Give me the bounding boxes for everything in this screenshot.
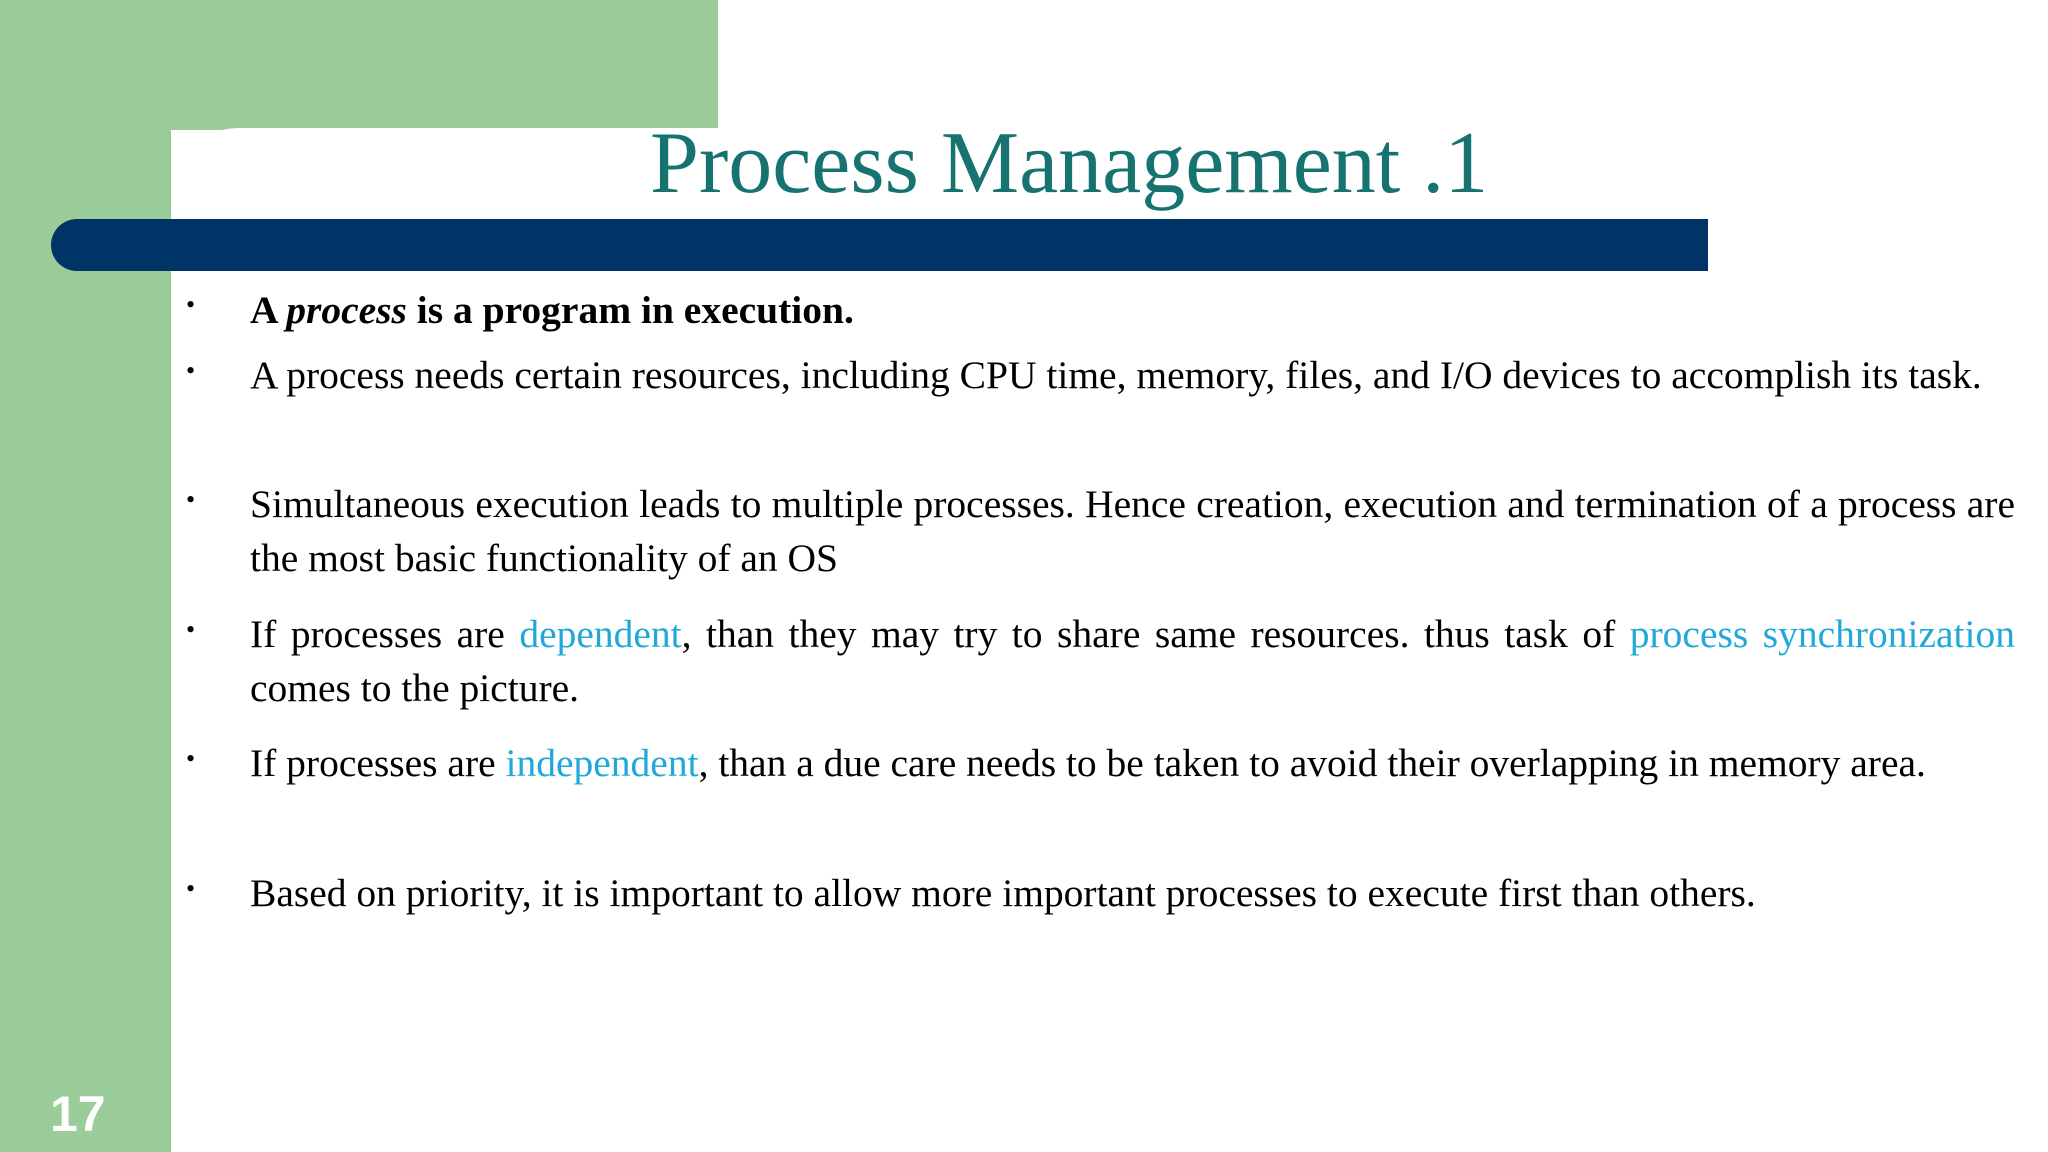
bullet-4-text-3: comes to the picture. bbox=[250, 666, 580, 710]
bullet-4-text-1: If processes are bbox=[250, 612, 520, 656]
bullet-item-5 bbox=[250, 736, 2015, 790]
slide-title: Process Management .1 bbox=[650, 115, 1489, 212]
bullet-dot: • bbox=[186, 356, 196, 385]
slide-number: 17 bbox=[50, 1086, 106, 1142]
bullet-dot: • bbox=[186, 874, 196, 903]
bullet-item-4 bbox=[250, 607, 2015, 715]
bullet-item-2: A process needs certain resources, including CPU time, memory, files, and I/O devices to accomplish its task. bbox=[250, 353, 1982, 397]
highlight-dependent: dependent bbox=[519, 612, 682, 656]
bullet-item-6: Based on priority, it is important to allow more important processes to execute first than others. bbox=[250, 871, 1756, 915]
bullet-dot: • bbox=[186, 485, 196, 514]
bullet-1-pre: A bbox=[250, 288, 287, 332]
bullet-1-post: is a program in execution. bbox=[406, 288, 854, 332]
bullet-5-text-2: , than a due care needs to be taken to avoid their overlapping in memory area. bbox=[698, 741, 1926, 785]
bullet-4-text-2: , than they may try to share same resources. thus task of bbox=[681, 612, 1630, 656]
bullet-item-3: Simultaneous execution leads to multiple processes. Hence creation, execution and termination of a process are the most basic functionality of an OS bbox=[250, 482, 2015, 580]
top-accent-band bbox=[0, 0, 718, 130]
bullet-dot: • bbox=[186, 290, 196, 319]
bullet-item-1 bbox=[250, 283, 2015, 337]
bullet-dot: • bbox=[186, 744, 196, 773]
bullet-1-emphasis: process bbox=[286, 288, 407, 332]
bullet-5-text-1: If processes are bbox=[250, 741, 506, 785]
highlight-process-synchronization: process synchronization bbox=[1629, 612, 2015, 656]
sidebar-band bbox=[0, 0, 171, 1152]
highlight-independent: independent bbox=[505, 741, 699, 785]
bullet-dot: • bbox=[186, 615, 196, 644]
title-underline-bar bbox=[51, 219, 1708, 271]
